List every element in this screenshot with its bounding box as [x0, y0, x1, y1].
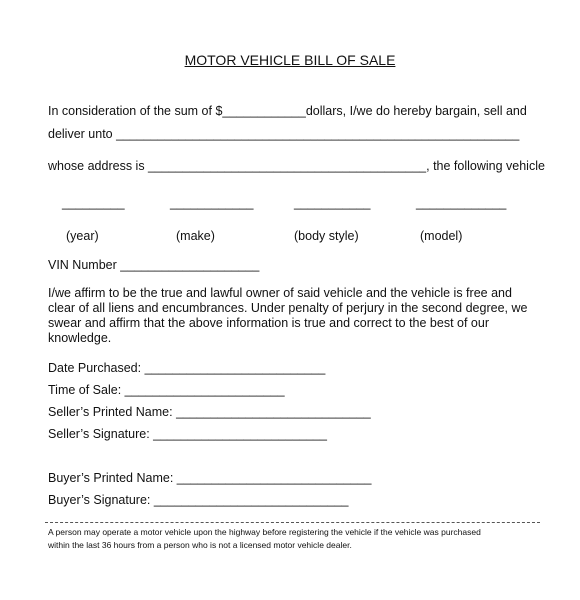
footnote-line: within the last 36 hours from a person who is not a licensed motor vehicle dealer.: [48, 540, 352, 550]
body-style-blank: ___________: [294, 196, 371, 210]
seller-signature-field: Seller’s Signature: _________________________: [48, 427, 327, 441]
model-label: (model): [420, 229, 463, 243]
buyer-signature-field: Buyer’s Signature: ____________________________: [48, 493, 349, 507]
vin-line: VIN Number ____________________: [48, 258, 260, 272]
model-blank: _____________: [416, 196, 507, 210]
affirmation-line: clear of all liens and encumbrances. Under penalty of perjury in the second degree, we: [48, 301, 528, 315]
seller-name-field: Seller’s Printed Name: ____________________________: [48, 405, 371, 419]
time-of-sale-field: Time of Sale: _______________________: [48, 383, 285, 397]
year-label: (year): [66, 229, 99, 243]
affirmation-line: I/we affirm to be the true and lawful owner of said vehicle and the vehicle is free and: [48, 286, 512, 300]
make-label: (make): [176, 229, 215, 243]
year-blank: _________: [62, 196, 125, 210]
address-line: whose address is ________________________________________, the following vehicle: [48, 159, 545, 173]
affirmation-line: knowledge.: [48, 331, 112, 345]
affirmation-line: swear and affirm that the above information is true and correct to the best of our: [48, 316, 489, 330]
date-purchased-field: Date Purchased: __________________________: [48, 361, 326, 375]
deliver-unto-line: deliver unto __________________________________________________________: [48, 127, 520, 141]
affirmation-paragraph: [48, 286, 538, 346]
consideration-line: In consideration of the sum of $____________dollars, I/we do hereby bargain, sell and: [48, 104, 527, 118]
document-title: MOTOR VEHICLE BILL OF SALE: [184, 52, 396, 68]
body-style-label: (body style): [294, 229, 359, 243]
make-blank: ____________: [170, 196, 254, 210]
buyer-name-field: Buyer’s Printed Name: ____________________________: [48, 471, 372, 485]
footnote-line: A person may operate a motor vehicle upon the highway before registering the vehicle if the vehicle was purchased: [48, 527, 481, 537]
footnote: [48, 526, 548, 552]
footnote-divider: [45, 522, 540, 523]
